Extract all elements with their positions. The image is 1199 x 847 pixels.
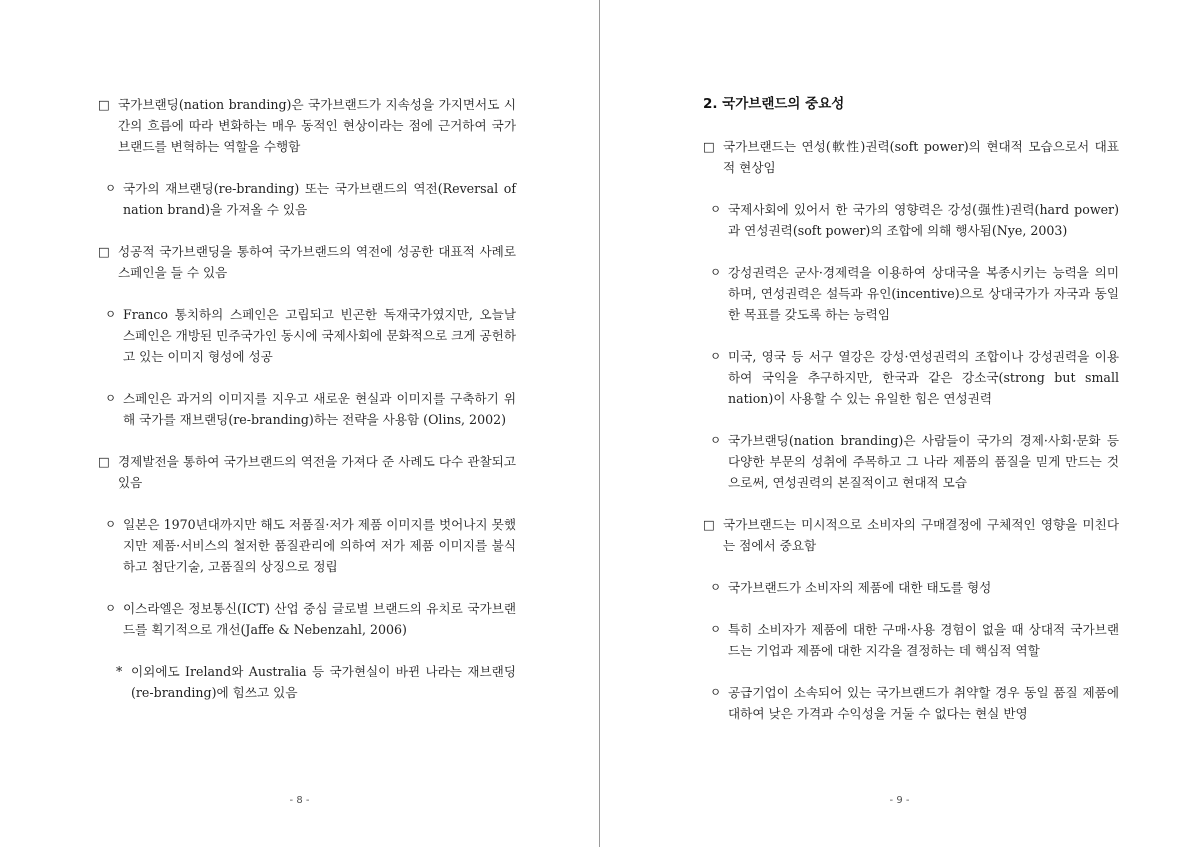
circle-bullet-icon: ㅇ bbox=[710, 265, 722, 279]
sub-bullet-item bbox=[703, 577, 1119, 598]
bullet-item bbox=[98, 451, 516, 493]
sub-bullet-item bbox=[98, 598, 516, 640]
right-page bbox=[600, 0, 1199, 847]
circle-bullet-icon: ㅇ bbox=[105, 517, 117, 531]
circle-bullet-icon: ㅇ bbox=[105, 181, 117, 195]
bullet-item bbox=[98, 94, 516, 157]
square-bullet-icon: □ bbox=[98, 244, 110, 259]
square-bullet-icon: □ bbox=[98, 454, 110, 469]
circle-bullet-icon: ㅇ bbox=[710, 685, 722, 699]
circle-bullet-icon: ㅇ bbox=[710, 622, 722, 636]
circle-bullet-icon: ㅇ bbox=[105, 391, 117, 405]
left-page bbox=[0, 0, 599, 847]
circle-bullet-icon: ㅇ bbox=[710, 433, 722, 447]
sub-bullet-item bbox=[703, 262, 1119, 325]
sub-bullet-text: 국가브랜드가 소비자의 제품에 대한 태도를 형성 bbox=[728, 580, 992, 595]
bullet-text: 국가브랜드는 미시적으로 소비자의 구매결정에 구체적인 영향을 미친다는 점에서 중요함 bbox=[723, 517, 1119, 553]
sub-bullet-item bbox=[703, 346, 1119, 409]
sub-bullet-text: 일본은 1970년대까지만 해도 저품질·저가 제품 이미지를 벗어나지 못했지만 제품·서비스의 철저한 품질관리에 의하여 저가 제품 이미지를 불식하고 첨단기술, 고품질의 상징으로 정립 bbox=[123, 517, 516, 574]
sub-bullet-text: 국제사회에 있어서 한 국가의 영향력은 강성(强性)권력(hard power)과 연성권력(soft power)의 조합에 의해 행사됨(Nye, 2003) bbox=[728, 202, 1119, 238]
sub-bullet-text: 이스라엘은 정보통신(ICT) 산업 중심 글로벌 브랜드의 유치로 국가브랜드를 획기적으로 개선(Jaffe & Nebenzahl, 2006) bbox=[123, 601, 516, 637]
sub-bullet-item bbox=[98, 514, 516, 577]
sub-bullet-text: Franco 통치하의 스페인은 고립되고 빈곤한 독재국가였지만, 오늘날 스페인은 개방된 민주국가인 동시에 국제사회에 문화적으로 크게 공헌하고 있는 이미지 형성에 성공 bbox=[123, 307, 516, 364]
sub-bullet-item bbox=[703, 430, 1119, 493]
sub-bullet-item bbox=[98, 304, 516, 367]
note-item bbox=[98, 661, 516, 703]
square-bullet-icon: □ bbox=[98, 97, 110, 112]
square-bullet-icon: □ bbox=[703, 139, 715, 154]
bullet-text: 성공적 국가브랜딩을 통하여 국가브랜드의 역전에 성공한 대표적 사례로 스페인을 들 수 있음 bbox=[118, 244, 516, 280]
bullet-item bbox=[703, 136, 1119, 178]
square-bullet-icon: □ bbox=[703, 517, 715, 532]
circle-bullet-icon: ㅇ bbox=[710, 580, 722, 594]
circle-bullet-icon: ㅇ bbox=[105, 307, 117, 321]
sub-bullet-text: 특히 소비자가 제품에 대한 구매·사용 경험이 없을 때 상대적 국가브랜드는 기업과 제품에 대한 지각을 결정하는 데 핵심적 역할 bbox=[728, 622, 1119, 658]
sub-bullet-item bbox=[98, 178, 516, 220]
sub-bullet-item bbox=[703, 682, 1119, 724]
sub-bullet-text: 공급기업이 소속되어 있는 국가브랜드가 취약할 경우 동일 품질 제품에 대하여 낮은 가격과 수익성을 거둘 수 없다는 현실 반영 bbox=[728, 685, 1119, 721]
circle-bullet-icon: ㅇ bbox=[710, 349, 722, 363]
sub-bullet-text: 강성권력은 군사·경제력을 이용하여 상대국을 복종시키는 능력을 의미하며, 연성권력은 설득과 유인(incentive)으로 상대국가가 자국과 동일한 목표를 갖도록 하는 능력임 bbox=[728, 265, 1119, 322]
bullet-text: 경제발전을 통하여 국가브랜드의 역전을 가져다 준 사례도 다수 관찰되고 있음 bbox=[118, 454, 516, 490]
section-title: 2. 국가브랜드의 중요성 bbox=[703, 96, 845, 112]
sub-bullet-text: 국가의 재브랜딩(re-branding) 또는 국가브랜드의 역전(Reversal of nation brand)을 가져올 수 있음 bbox=[123, 181, 516, 217]
bullet-text: 국가브랜딩(nation branding)은 국가브랜드가 지속성을 가지면서도 시간의 흐름에 따라 변화하는 매우 동적인 현상이라는 점에 근거하여 국가브랜드를 변혁하는 역할을 수행함 bbox=[118, 97, 516, 154]
sub-bullet-text: 미국, 영국 등 서구 열강은 강성·연성권력의 조합이나 강성권력을 이용하여 국익을 추구하지만, 한국과 같은 강소국(strong but small nation)이 사용할 수 있는 유일한 힘은 연성권력 bbox=[728, 349, 1119, 406]
sub-bullet-item bbox=[98, 388, 516, 430]
asterisk-icon: * bbox=[116, 664, 123, 679]
sub-bullet-item bbox=[703, 199, 1119, 241]
sub-bullet-item bbox=[703, 619, 1119, 661]
bullet-text: 국가브랜드는 연성(軟性)권력(soft power)의 현대적 모습으로서 대표적 현상임 bbox=[723, 139, 1119, 175]
bullet-item bbox=[703, 514, 1119, 556]
sub-bullet-text: 스페인은 과거의 이미지를 지우고 새로운 현실과 이미지를 구축하기 위해 국가를 재브랜딩(re-branding)하는 전략을 사용함 (Olins, 2002) bbox=[123, 391, 516, 427]
page-number: - 8 - bbox=[289, 795, 310, 806]
bullet-item bbox=[98, 241, 516, 283]
circle-bullet-icon: ㅇ bbox=[710, 202, 722, 216]
right-page-content bbox=[703, 94, 1119, 745]
note-text: 이외에도 Ireland와 Australia 등 국가현실이 바뀐 나라는 재브랜딩(re-branding)에 힘쓰고 있음 bbox=[131, 664, 516, 700]
left-page-content bbox=[98, 94, 516, 724]
circle-bullet-icon: ㅇ bbox=[105, 601, 117, 615]
page-number: - 9 - bbox=[889, 795, 910, 806]
sub-bullet-text: 국가브랜딩(nation branding)은 사람들이 국가의 경제·사회·문화 등 다양한 부문의 성취에 주목하고 그 나라 제품의 품질을 믿게 만드는 것으로써, 연성권력의 본질적이고 현대적 모습 bbox=[728, 433, 1119, 490]
